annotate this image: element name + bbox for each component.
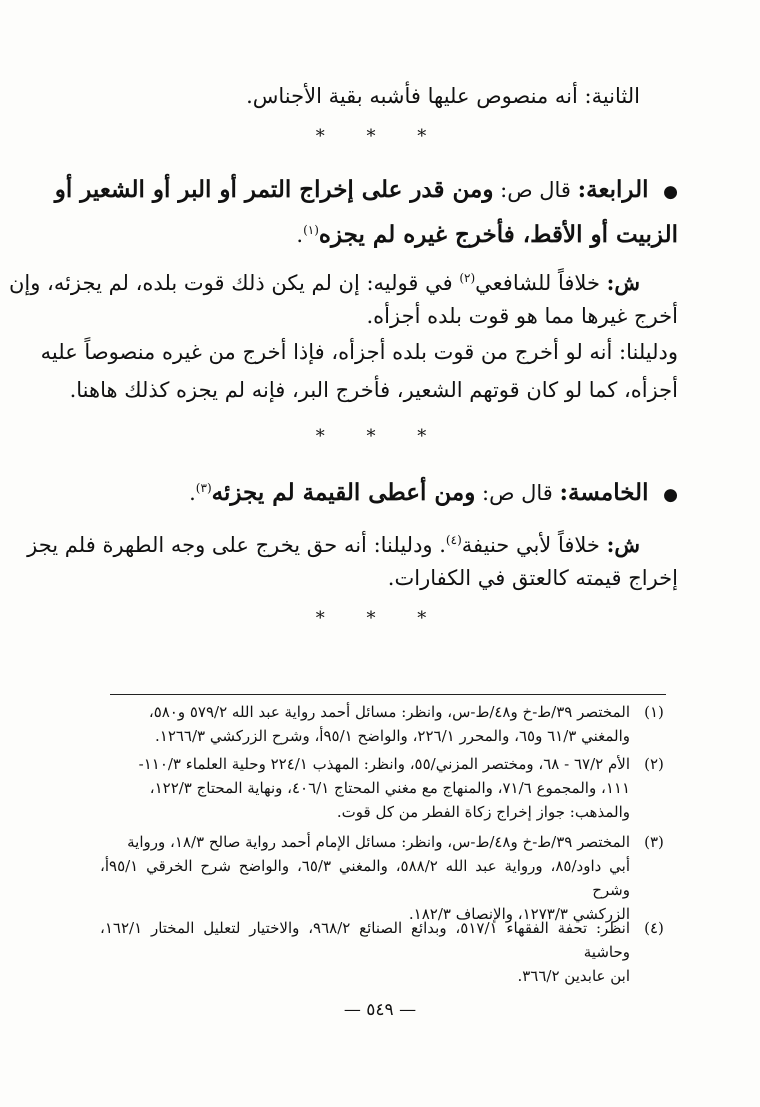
commentary-label: ش: (606, 532, 640, 557)
footnote-line: المختصر ٣٩/ط-خ و٤٨/ط-س، وانظر: مسائل أحمد رواية عبد الله ٥٧٩/٢ و٥٨٠، (148, 703, 630, 721)
footnote-line: ابن عابدين ٣٦٦/٢. (517, 967, 630, 985)
footnote-ref: (١) (303, 223, 319, 237)
issue-intro: قال ص: (482, 481, 553, 505)
footnote-ref: (٣) (195, 481, 212, 495)
issue-fifth (80, 470, 678, 513)
issue-fourth-line-1 (54, 172, 678, 210)
issue-text: ومن أعطى القيمة لم يجزئه (211, 479, 476, 506)
footnote-line: والمذهب: جواز إخراج زكاة الفطر من كل قوت. (336, 803, 630, 821)
punctuation: . (296, 223, 304, 247)
commentary-fourth-line-2: أخرج غيرها مما هو قوت بلده أجزأه. (366, 304, 678, 328)
bullet-icon: ● (663, 182, 678, 202)
footnote-number: (٤) (644, 919, 664, 937)
separator-stars: * * * (315, 608, 445, 629)
footnote-3 (100, 830, 670, 926)
commentary-text: خلافاً لأبي حنيفة (461, 533, 600, 557)
issue-label: الرابعة: (577, 176, 649, 203)
separator-stars: * * * (315, 426, 445, 447)
footnote-line: والمغني ٦١/٣ و٦٥، والمحرر ٢٢٦/١، والواضح ٩٥/١أ، وشرح الزركشي ١٢٦٦/٣. (154, 727, 630, 745)
commentary-fourth-line-3: ودليلنا: أنه لو أخرج من قوت بلده أجزأه، فإذا أخرج من غيره منصوصاً عليه (40, 340, 678, 364)
footnote-number: (١) (644, 703, 664, 721)
footnote-number: (٢) (644, 755, 664, 773)
footnote-line: ١١١، والمجموع ٧١/٦، والمنهاج مع مغني المحتاج ٤٠٦/١، ونهاية المحتاج ١٢٢/٣، (149, 779, 630, 797)
footnote-line: المختصر ٣٩/ط-خ و٤٨/ط-س، وانظر: مسائل الإمام أحمد رواية صالح ١٨/٣، ورواية (127, 833, 630, 851)
footnote-line: أبي داود/٨٥، ورواية عبد الله ٥٨٨/٢، والمغني ٦٥/٣، والواضح شرح الخرقي ٩٥/١أ، وشرح (100, 857, 631, 899)
footnote-ref: (٢) (459, 271, 476, 285)
footnote-divider (110, 694, 666, 695)
footnote-number: (٣) (644, 833, 664, 851)
commentary-label: ش: (606, 270, 640, 295)
commentary-fourth-line-4: أجزأه، كما لو كان قوتهم الشعير، فأخرج البر، فإنه لم يجزه كذلك هاهنا. (69, 378, 678, 402)
punctuation: . (189, 481, 196, 505)
footnote-ref: (٤) (445, 533, 462, 547)
bullet-icon: ● (663, 485, 678, 505)
issue-intro: قال ص: (500, 178, 571, 202)
separator-stars: * * * (315, 126, 445, 147)
footnote-line: الزركشي ١٢٧٣/٣، والإنصاف ١٨٢/٣. (408, 905, 630, 923)
page-number: — ٥٤٩ — (343, 1000, 417, 1020)
commentary-fourth-line-1 (8, 260, 640, 301)
commentary-text: . ودليلنا: أنه حق يخرج على وجه الطهرة فلم يجز (27, 533, 446, 557)
issue-fourth-line-2 (80, 212, 678, 253)
issue-text: الزبيت أو الأقط، فأخرج غيره لم يجزه (318, 221, 678, 248)
commentary-text: خلافاً للشافعي (475, 271, 600, 295)
paragraph-second: الثانية: أنه منصوص عليها فأشبه بقية الأجناس. (246, 84, 640, 108)
issue-label: الخامسة: (559, 479, 649, 506)
footnote-2 (100, 752, 670, 824)
footnote-line: الأم ٦٧/٢ - ٦٨، ومختصر المزني/٥٥، وانظر: المهذب ٢٢٤/١ وحلية العلماء ١١٠/٣- (138, 755, 630, 773)
issue-text: ومن قدر على إخراج التمر أو البر أو الشعير أو (54, 176, 494, 203)
footnote-line: انظر: تحفة الفقهاء ٥١٧/١، وبدائع الصنائع ٩٦٨/٢، والاختيار لتعليل المختار ١٦٢/١، وحاشية (100, 919, 630, 961)
commentary-fifth-line-2: إخراج قيمته كالعتق في الكفارات. (387, 566, 678, 590)
commentary-text: في قوليه: إن لم يكن ذلك قوت بلده، لم يجزئه، وإن (8, 271, 453, 295)
commentary-fifth-line-1 (27, 522, 640, 563)
footnote-4 (100, 916, 670, 988)
footnote-1 (100, 700, 670, 748)
